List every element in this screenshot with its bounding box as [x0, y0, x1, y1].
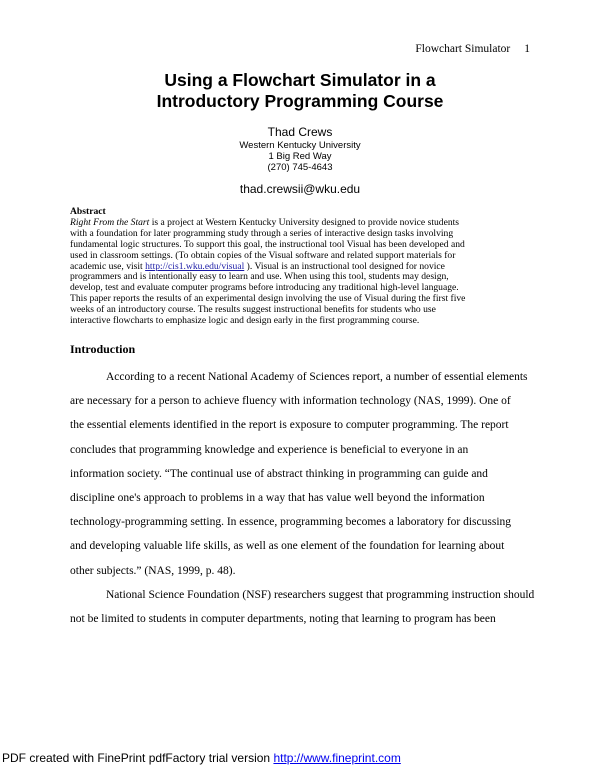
- body-line: other subjects.” (NAS, 1999, p. 48).: [70, 564, 236, 577]
- author-block: [0, 125, 600, 197]
- abstract-heading: Abstract: [70, 206, 106, 217]
- body-line: information society. “The continual use of abstract thinking in programming can guide and: [70, 467, 488, 480]
- body-line: discipline one's approach to problems in a way that has value well beyond the information: [70, 491, 485, 504]
- author-email: thad.crewsii@wku.edu: [239, 182, 361, 196]
- abstract-line: programmers and is intentionally easy to learn and use. When using this tool, students may design,: [70, 271, 449, 283]
- running-head: [415, 43, 530, 55]
- abstract-line: develop, test and evaluate computer programs before introducing any traditional high-level language.: [70, 282, 459, 294]
- author-phone: (270) 745-4643: [267, 162, 333, 173]
- visual-link[interactable]: http://cis1.wku.edu/visual: [145, 260, 245, 272]
- body-line: not be limited to students in computer departments, noting that learning to program has been: [70, 612, 496, 625]
- body-line: are necessary for a person to achieve fluency with information technology (NAS, 1999). One of: [70, 395, 511, 408]
- body-line: and developing valuable life skills, as well as one element of the foundation for learning about: [70, 540, 505, 553]
- abstract-line: with a foundation for later programming study through a series of interactive design tasks involving: [70, 227, 454, 239]
- body-line: the essential elements identified in the report is exposure to computer programming. The report: [70, 419, 509, 432]
- abstract-text: is a project at Western Kentucky University designed to provide novice students: [149, 216, 460, 228]
- abstract-line: interactive flowcharts to emphasize logic and design early in the first programming course.: [70, 315, 420, 327]
- pdf-footer: [2, 751, 401, 765]
- abstract-section: [70, 207, 530, 327]
- author-name: Thad Crews: [267, 125, 333, 139]
- abstract-line: This paper reports the results of an experimental design involving the use of Visual during the first five: [70, 293, 466, 305]
- abstract-text: academic use, visit: [70, 260, 146, 272]
- paper-title: [0, 70, 600, 112]
- author-address: 1 Big Red Way: [268, 151, 332, 162]
- body-line: According to a recent National Academy of Sciences report, a number of essential elements: [106, 371, 528, 383]
- abstract-line: used in classroom settings. (To obtain copies of the Visual software and related support materials for: [70, 249, 456, 261]
- footer-text: PDF created with FinePrint pdfFactory trial version: [2, 751, 274, 765]
- body-line: National Science Foundation (NSF) researchers suggest that programming instruction should: [106, 588, 535, 601]
- introduction-heading: Introduction: [70, 342, 136, 356]
- abstract-line: fundamental logic structures. To support this goal, the instructional tool Visual has been developed and: [70, 238, 465, 250]
- body-line: technology-programming setting. In essence, programming becomes a laboratory for discussing: [70, 516, 512, 529]
- running-head-title: Flowchart Simulator: [415, 43, 511, 55]
- body-line: concludes that programming knowledge and experience is beneficial to everyone in an: [70, 443, 469, 456]
- fineprint-link[interactable]: http://www.fineprint.com: [273, 751, 401, 765]
- abstract-text: ). Visual is an instructional tool designed for novice: [244, 260, 445, 272]
- page-number: 1: [524, 43, 530, 55]
- author-institution: Western Kentucky University: [239, 140, 361, 151]
- paper-title-line-2: Introductory Programming Course: [156, 91, 444, 111]
- abstract-line: weeks of an introductory course. The results suggest instructional benefits for students who use: [70, 304, 436, 316]
- paper-title-line-1: Using a Flowchart Simulator in a: [164, 70, 436, 90]
- project-name: Right From the Start: [70, 216, 150, 228]
- introduction-body: [70, 365, 535, 631]
